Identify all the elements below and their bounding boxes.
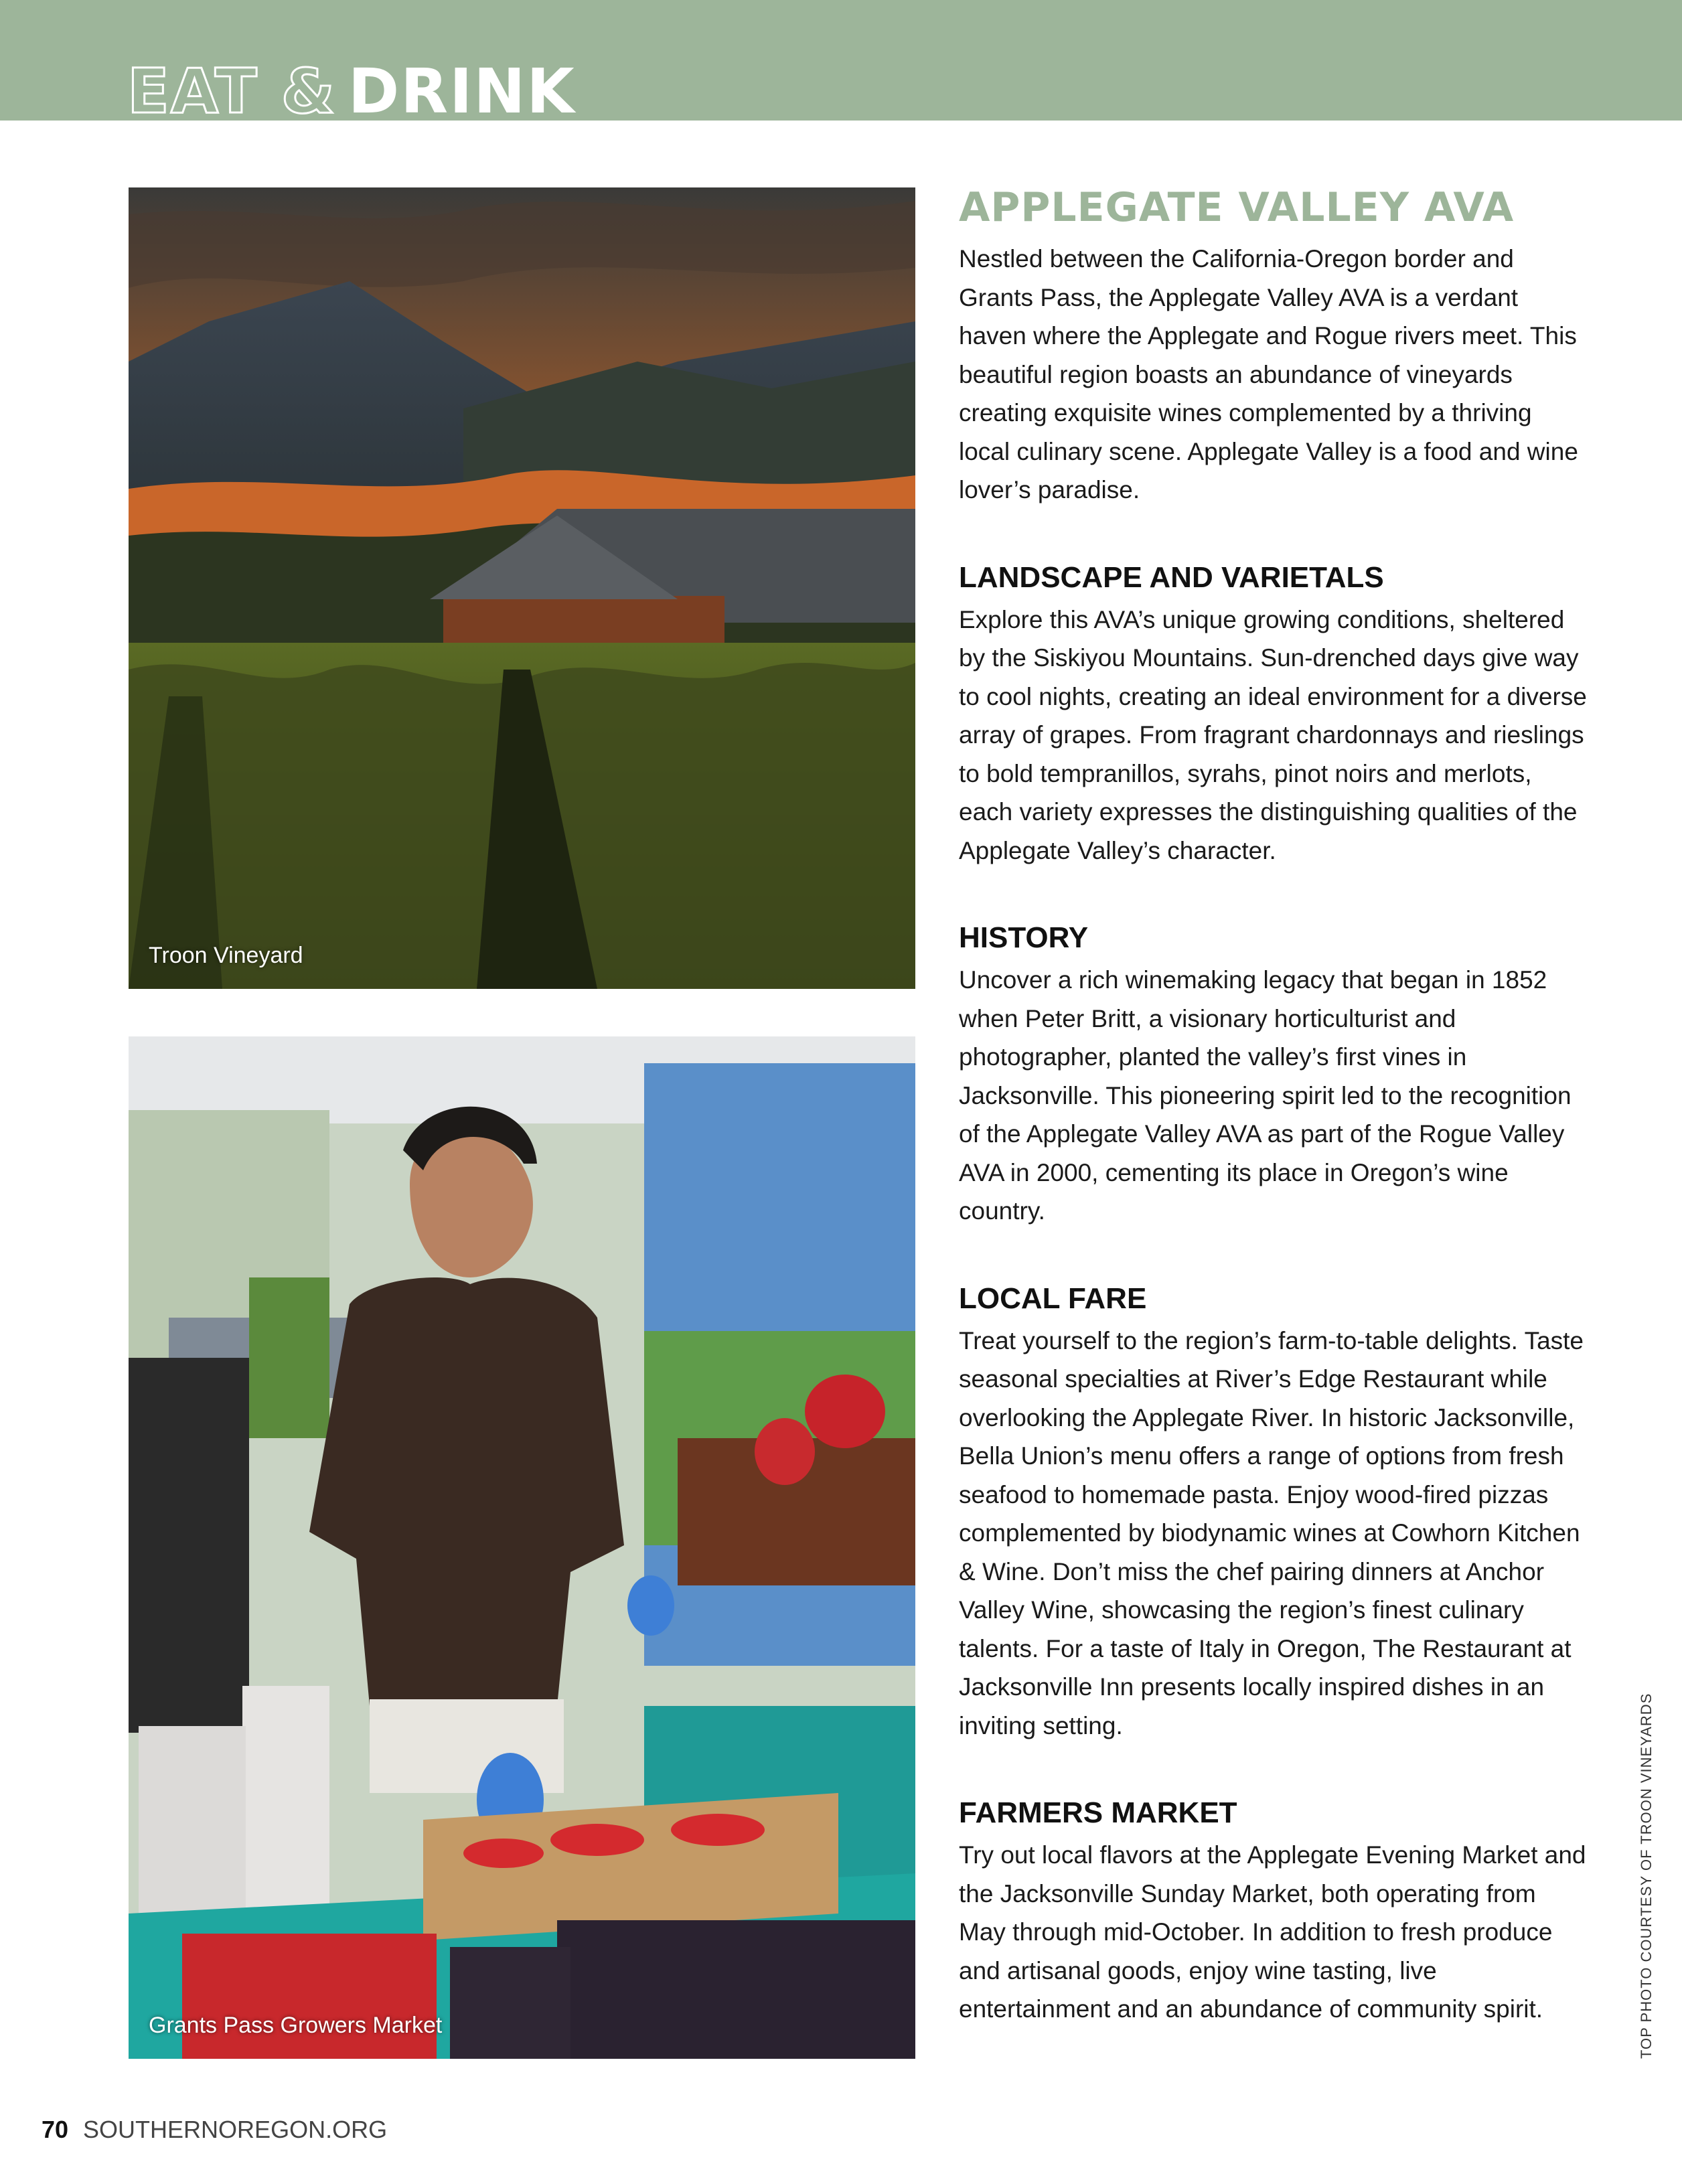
vineyard-illustration: [129, 187, 915, 989]
section-title: [127, 56, 576, 127]
vineyard-photo: [129, 187, 915, 989]
heading-local-fare: LOCAL FARE: [959, 1281, 1147, 1315]
page-footer: [42, 2116, 387, 2144]
paragraph-landscape: Explore this AVA’s unique growing conditions, sheltered by the Siskiyou Mountains. Sun-drenched days give way to cool nights, creating an ideal environment for a diverse array of grapes. From fragrant chardonnays and rieslings to bold tempranillos, syrahs, pinot noirs and merlots, each variety expresses the distinguishing qualities of the Applegate Valley’s character.: [959, 605, 1587, 864]
intro-paragraph: Nestled between the California-Oregon border and Grants Pass, the Applegate Valley AVA is a verdant haven where the Applegate and Rogue rivers meet. This beautiful region boasts an abundance of vineyards creating exquisite wines complemented by a thriving local culinary scene. Applegate Valley is a food and wine lover’s paradise.: [959, 245, 1578, 503]
section-title-bold: DRINK: [348, 56, 576, 127]
market-caption: Grants Pass Growers Market: [149, 2013, 443, 2038]
footer-site: SOUTHERNOREGON.ORG: [83, 2116, 388, 2143]
paragraph-local-fare: Treat yourself to the region’s farm-to-table delights. Taste seasonal specialties at River’s Edge Restaurant while overlooking the Applegate River. In historic Jacksonville, Bella Union’s menu offers a range of options from fresh seafood to homemade pasta. Enjoy wood-fired pizzas complemented by biodynamic wines at Cowhorn Kitchen & Wine. Don’t miss the chef pairing dinners at Anchor Valley Wine, showcasing the region’s finest culinary talents. For a taste of Italy in Oregon, The Restaurant at Jacksonville Inn presents locally inspired dishes in an inviting setting.: [959, 1326, 1584, 1739]
paragraph-farmers-market: Try out local flavors at the Applegate Evening Market and the Jacksonville Sunday Market, both operating from May through mid-October. In addition to fresh produce and artisanal goods, enjoy wine tasting, live entertainment and an abundance of community spirit.: [959, 1841, 1586, 2023]
market-photo: [129, 1036, 915, 2059]
page-number: 70: [42, 2116, 69, 2143]
paragraph-history: Uncover a rich winemaking legacy that began in 1852 when Peter Britt, a visionary horticulturist and photographer, planted the valley’s first vines in Jacksonville. This pioneering spirit led to the recognition of the Applegate Valley AVA as part of the Rogue Valley AVA in 2000, cementing its place in Oregon’s wine country.: [959, 966, 1572, 1225]
market-illustration: [129, 1036, 915, 2059]
heading-landscape: LANDSCAPE AND VARIETALS: [959, 560, 1384, 594]
heading-history: HISTORY: [959, 921, 1089, 954]
vineyard-caption: Troon Vineyard: [149, 943, 303, 968]
article: [959, 181, 1588, 2029]
section-title-light: EAT &: [127, 56, 336, 127]
photo-credit: TOP PHOTO COURTESY OF TROON VINEYARDS: [1638, 1693, 1655, 2059]
article-title: APPLEGATE VALLEY AVA: [959, 184, 1515, 231]
heading-farmers-market: FARMERS MARKET: [959, 1796, 1237, 1829]
